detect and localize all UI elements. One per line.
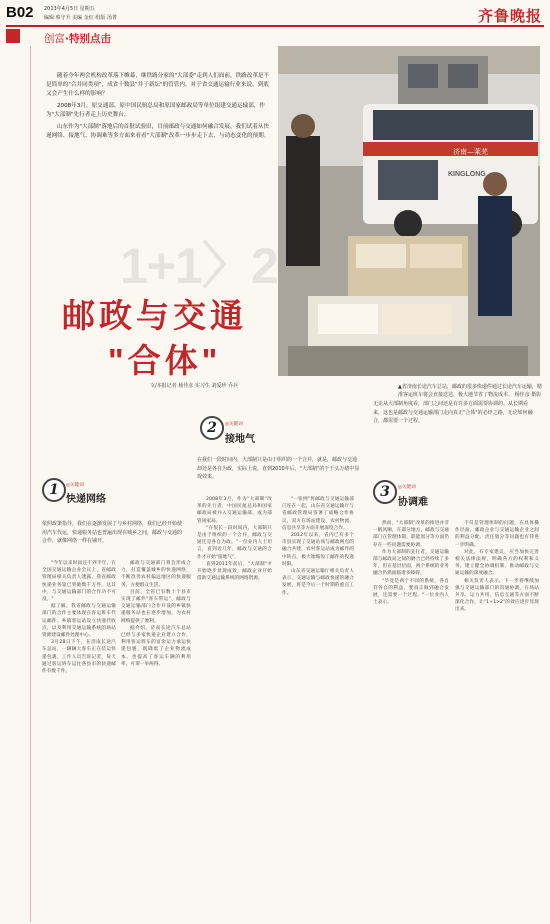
article-column xyxy=(42,560,116,675)
date-line: 2013年4月5日 星期五 xyxy=(44,6,95,12)
article-paragraph: "毕竟是两个不同的系统，各自有各自的利益，要真正做到融合发展，还需要一个过程。"一位业内人士表示。 xyxy=(373,578,449,606)
subhead-title: 接地气 xyxy=(225,434,255,445)
article-column xyxy=(282,496,354,597)
keyword-label: ◎关键词 xyxy=(66,483,84,488)
article-paragraph: 3月28日下午，在济南长途汽车总站，一辆辆大客车正在装运快递包裹，工作人员告诉记者，每天通过客运班车运往各县市的快递邮件有数千件。 xyxy=(42,640,116,675)
headline-line-1: 邮政与交通 xyxy=(62,297,247,334)
lede-paragraphs xyxy=(46,72,272,144)
article-paragraph: 山东省交通运输厅相关负责人表示，交通运输与邮政快递的融合发展，将是今后一个时期的重点工作。 xyxy=(282,569,354,596)
article-paragraph: "在很长一段时间内，大部制只是由于组织的一个合并，邮政与交通还是各自为政。"一位业内人士坦言，直到近几年，邮政与交通的合作才开始"接地气"。 xyxy=(197,525,272,560)
photo-caption: ▲省济南长途汽车总站，邮政的很多快递件通过长途汽车运输，精准客运班车将会直接送达，极大地节省了物流成本。 杨佳彦 摄影 xyxy=(398,384,542,398)
article-paragraph: 作为大部制的先行者，交通运输部与邮政局之间的磨合已经持续了多年，但在基层层面，两个系统的业务融合仍然面临诸多障碍。 xyxy=(373,549,449,577)
article-paragraph: 邮政与交通部门将会形成合力，打造覆盖城乡的快递网络，不断改善农村偏远地区的快递服务，方便群众生活。 xyxy=(121,561,191,588)
lede-paragraph: 2008年3月，原交通部、原中国民航总局和原国家邮政局等单位组建交通运输部，作为"大部制"先行者走上历史舞台。 xyxy=(46,103,265,118)
article-paragraph: 据了解，我省邮政与交通运输部门的合作主要体现在客运班车代运邮件、乡镇客运站设立快递代收点，以及利用交通运输系统的场站资源建设邮件处理中心。 xyxy=(42,604,116,639)
section-number-badge: 2 xyxy=(200,416,224,440)
section-marker xyxy=(6,29,20,43)
newspaper-logo: 齐鲁晚报 xyxy=(477,7,542,25)
staff-line: 编辑 蔡守升 美编 金红 组版 汤菁 xyxy=(44,15,117,21)
article-paragraph: 相关负责人表示，下一步将继续加强与交通运输部门的沟通协调，在场站共享、运力共用、信息互通等方面不断深化合作，让"1+1>2"的效应逐步显现出来。 xyxy=(455,578,539,613)
article-paragraph: "今年以来时间还不到半年，在全国交通运输企业会议上，省邮政管理局相关负责人透露，我省邮政快递业务量已突破数千万件，这其中，与交通运输部门的合作功不可没。" xyxy=(42,561,116,603)
header-rule xyxy=(6,25,544,27)
keyword-label: ◎关键词 xyxy=(225,422,243,427)
article-paragraph: 对此，有专家建议，应当加快完善相关法律法规，明确各方的权利和义务，建立健全协调机制，推动邮政与交通运输的深度融合。 xyxy=(455,549,539,577)
bus-destination-sign: 济南—莱芜 xyxy=(453,148,488,156)
section-title xyxy=(44,31,111,46)
subhead-lead: 在我们一段时间内，大部制只是由于组织的一个合并，就是，邮政与交通却还是各自为政，实际上说，直到2010年后，"大部制"的于千头万绪中显现效果。 xyxy=(197,457,360,480)
page-number: B02 xyxy=(6,4,34,21)
lede-paragraph: 随着今年两会机构改革落下帷幕，继铁路分家的"大部委"走到人们面前，铁路改革是不是简单的"合并同类项"，成省十数县"并于新坛"的管管内，对于省交通运输行业来说，到底又会产生什么样的影响？ xyxy=(46,73,270,97)
article-column xyxy=(121,560,191,668)
article-paragraph: 不仅是管理体制的问题，在具体操作层面，邮政企业与交通运输企业之间的利益分配、责任划分等问题也有待进一步明确。 xyxy=(455,521,539,548)
headline-line-2: "合体" xyxy=(108,342,222,379)
subhead-lead: 无论从大部制角度看，部门之间还是有许多方面需要协调的。从长期看来，这也是邮政与交通运输部门走向真正"合体"的必经之路，无论如何融合，都需要一个过程。 xyxy=(373,401,533,424)
news-photo xyxy=(278,46,540,376)
article-column xyxy=(197,496,272,582)
section-subname: ·特别点击 xyxy=(65,33,111,45)
section-number-badge: 1 xyxy=(42,478,66,502)
article-paragraph: "一张网"将邮政与交通运输部门连在一起，山东省交通运输厅与省邮政管理局签署了战略合作协议，双方在场站建设、农村物流、信息共享等方面开展深度合作。 xyxy=(282,497,354,531)
section-number-badge: 3 xyxy=(373,480,397,504)
byline: 文/本报记者 杨佳彦 实习生 刘爱珍 乔兵 xyxy=(150,383,239,389)
big-formula: 1+1〉2 xyxy=(120,238,278,294)
article-column xyxy=(455,520,539,614)
bus-brand-mark: KINGLONG xyxy=(448,171,486,178)
lede-paragraph: 山东作为"大部制"落地后的首批试验田，目前邮政与交通如何融合发展，我们试着从快递网络、接地气、协调难等多方面来看看"大部制"改革一步步走下去，与动态变化的预期。 xyxy=(46,124,270,139)
article-paragraph: 2008年3月，作为"大部制"改革的先行者，中国民航总局和国家邮政局被并入交通运输部，成为部管国家局。 xyxy=(197,497,272,524)
article-paragraph: 2012年以来，省内已有多个市县实现了交通站场与邮政网点的融合共建，农村客运站成为邮件的中转点，极大地缩短了邮件的投递时限。 xyxy=(282,533,354,567)
article-paragraph: 直到2011年前后，"大部制"才开始逐步显现成效，邮政企业开始借助交通运输系统的网络资源。 xyxy=(197,561,272,582)
subhead-title: 协调难 xyxy=(398,497,428,508)
article-paragraph: 目前，全省已有数十个县市实现了邮件"客车带运"，邮政与交通运输部门合作开设的乡镇快递服务站也在逐步增加，为农村网购提供了便利。 xyxy=(121,589,191,624)
article-paragraph: 然而，"大部制"改革的推进并非一帆风顺，在部分地方，邮政与交通部门在管理体制、职能划分等方面仍存在一些问题需要协调。 xyxy=(373,521,449,548)
subhead-title: 快递网络 xyxy=(66,494,106,505)
article-paragraph: 据介绍，济南长途汽车总站已经与多家快递企业建立合作，利用客运班车的富余运力承运快递包裹，既降低了企业物流成本，也提高了客运车辆的利用率，可谓一举两得。 xyxy=(121,625,191,667)
section-name: 创富 xyxy=(44,33,65,45)
keyword-label: ◎关键词 xyxy=(398,485,416,490)
margin-rule xyxy=(30,46,31,922)
subhead-lead: 依照政策指导，我们在逐渐发展了与乡村网络，我们已经开始使用汽车代运，快递服务站也普遍出现在城乡之间，邮政与交通的合作，就像网络一样在铺开。 xyxy=(42,521,183,544)
article-column xyxy=(373,520,449,606)
bus-station-photo xyxy=(278,46,540,376)
